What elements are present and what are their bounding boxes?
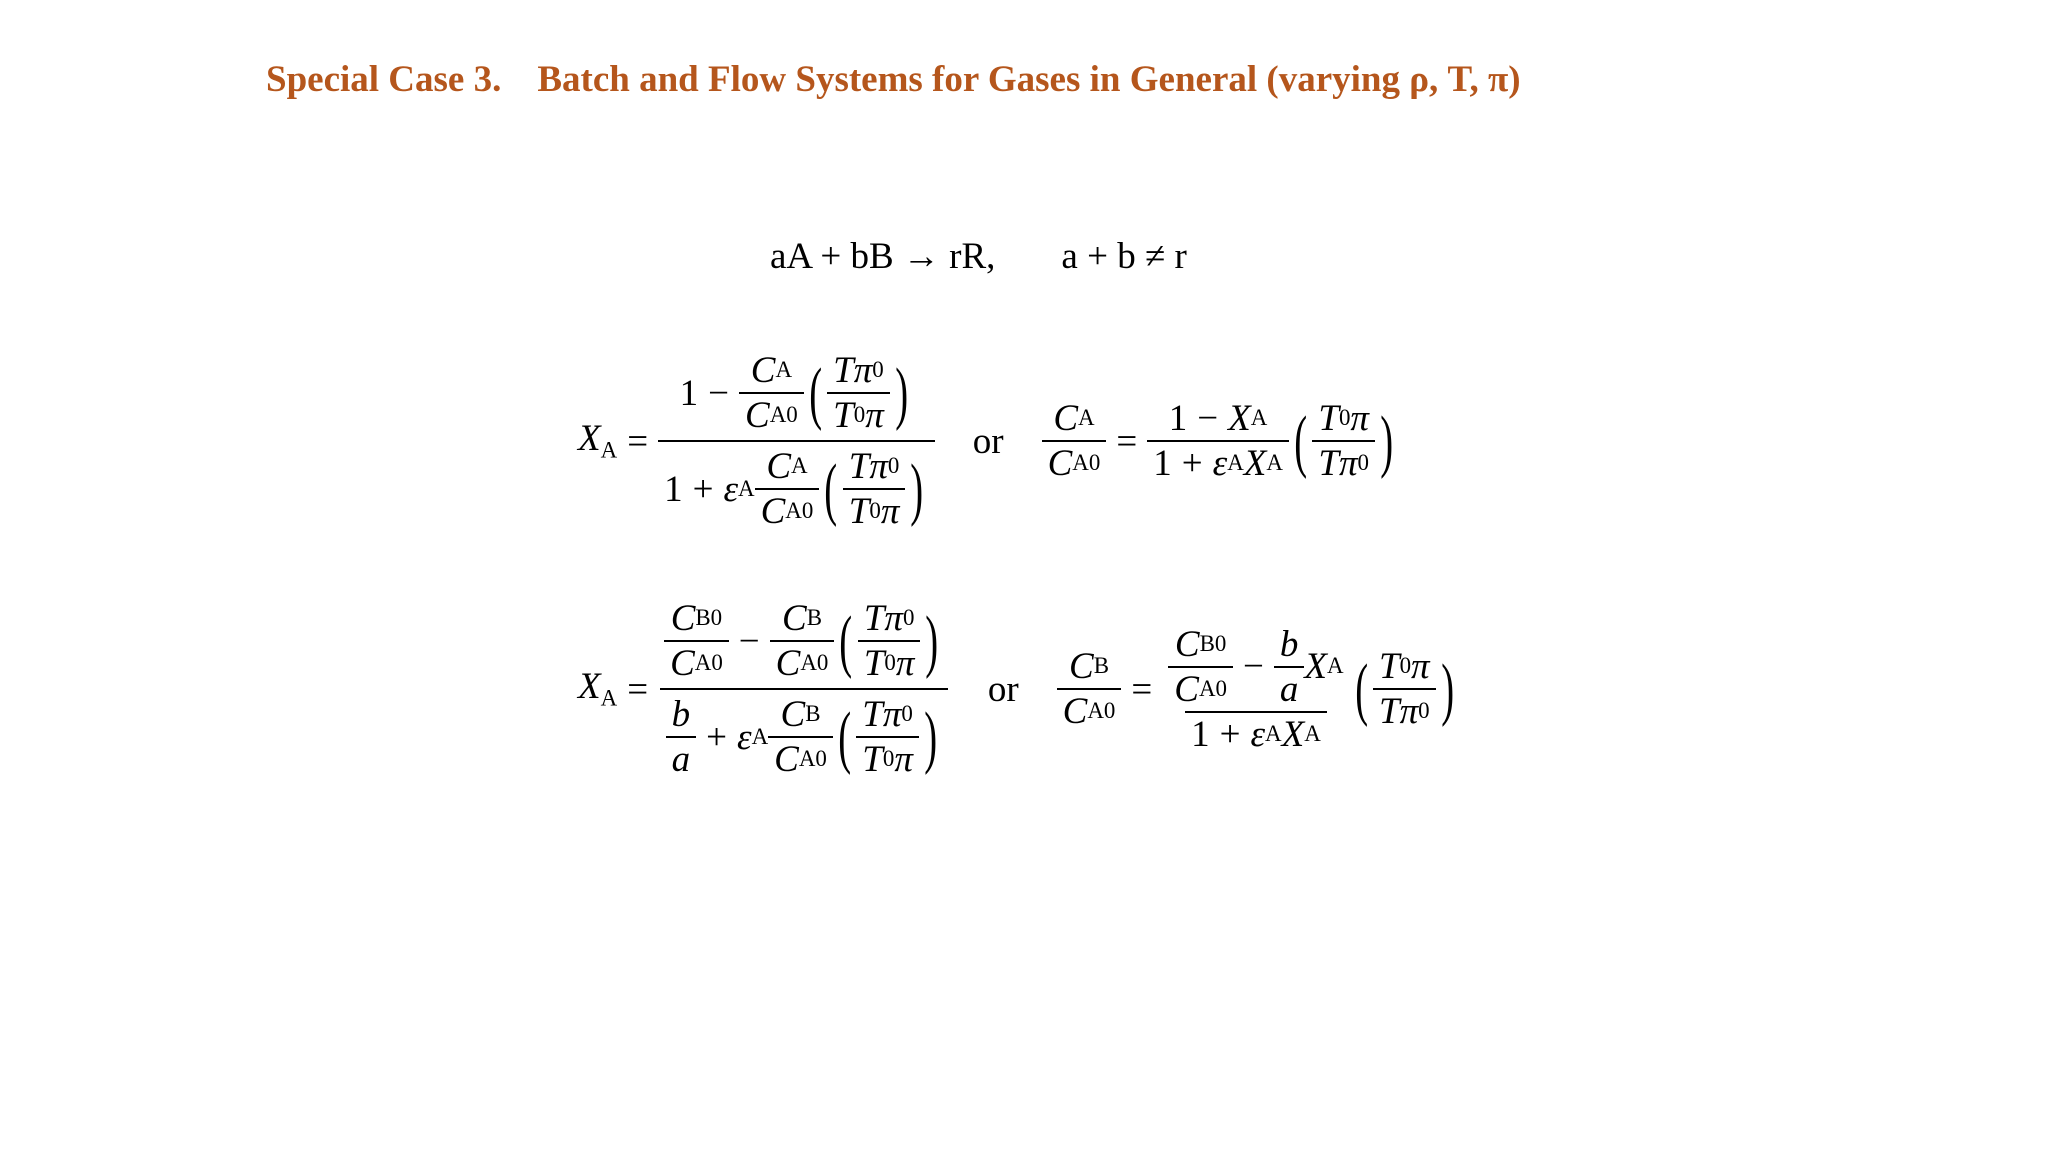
xa-fraction-b: C B0 C A0 − C B C A0 ( Tπ 0 T 0 π ) $\frac{b}{a}$ + ε A C B C A0 ( Tπ 0 T 0 π ): [658, 600, 950, 778]
reaction-equation: [770, 238, 1187, 275]
case-label: Special Case 3.: [266, 59, 502, 100]
or-connector: or: [972, 420, 1004, 462]
reaction-condition: a + b ≠ r: [1061, 236, 1187, 277]
xa-fraction-a: 1 − C A C A0 ( Tπ 0 T 0 π ) 1 + ε A C A C A0 ( Tπ 0 T 0 π ): [658, 352, 935, 530]
section-heading: [266, 58, 1521, 101]
conversion-equation-a: $X_A$ = 1 − C A C A0 ( Tπ 0 T 0 π ) 1 + ε A C A C A0 ( Tπ 0 T 0 π ) or C A C A0 = 1 − X A 1 + ε A X A ( T 0 π Tπ 0 ): [578, 350, 1394, 532]
conversion-equation-b: $X_A$ = C B0 C A0 − C B C A0 ( Tπ 0 T 0 π ) $\frac{b}{a}$ + ε A C B C A0 ( Tπ 0 T 0 π ) or C B C A0 = C B0 C A0 − $\frac{b}{a}$ X A 1 + ε A X A ( T 0 π Tπ 0 ): [578, 598, 1454, 780]
case-title: Batch and Flow Systems for Gases in General (varying ρ, T, π): [537, 59, 1521, 100]
reaction-formula: aA + bB → rR,: [770, 236, 996, 277]
or-connector-2: or: [987, 668, 1019, 710]
